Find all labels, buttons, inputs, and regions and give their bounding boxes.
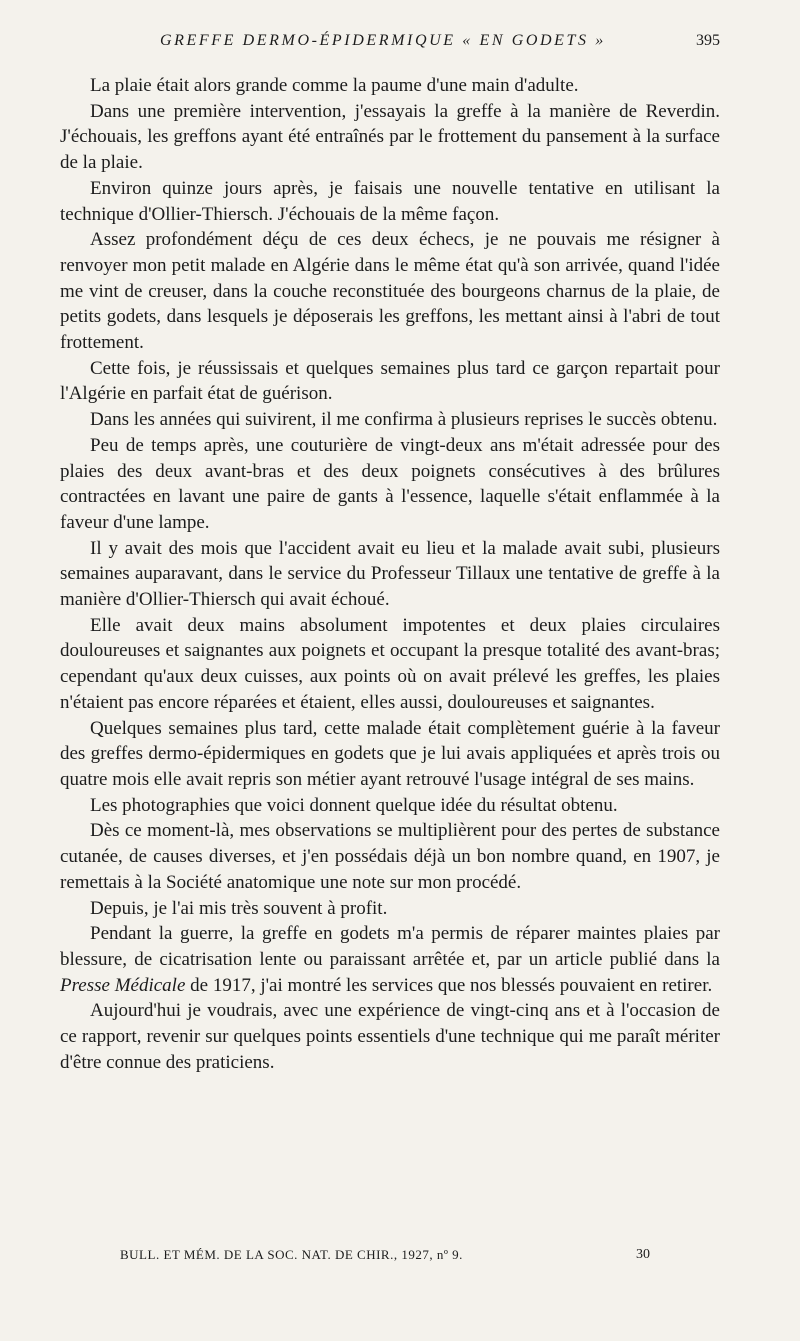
paragraph: Peu de temps après, une couturière de vingt-deux ans m'était adressée pour des plaies des deux avant-bras et des deux poignets consécutives à des brûlures contractées en lavant une paire de gants à l'essence, laquelle s'était enflammée à la faveur d'une lampe. [60, 434, 720, 533]
paragraph: Dès ce moment-là, mes observations se multiplièrent pour des pertes de substance cutanée, de causes diverses, et j'en possédais déjà un bon nombre quand, en 1907, je remettais à la Société anatomique une note sur mon procédé. [60, 820, 720, 893]
paragraph: Cette fois, je réussissais et quelques semaines plus tard ce garçon repartait pour l'Algérie en parfait état de guérison. [60, 357, 720, 405]
paragraph: Elle avait deux mains absolument impotentes et deux plaies circulaires douloureuses et saignantes aux poignets et occupant la presque totalité des avant-bras; cependant qu'aux deux cuisses, aux points où on avait prélevé les greffes, les plaies n'étaient pas encore réparées et étaient, elles aussi, douloureuses et saignantes. [60, 614, 720, 713]
paragraph: Quelques semaines plus tard, cette malade était complètement guérie à la faveur des greffes dermo-épidermiques en godets que je lui avais appliquées et après trois ou quatre mois elle avait repris son métier ayant retrouvé l'usage intégral de ses mains. [60, 717, 720, 790]
war-text-after: de 1917, j'ai montré les services que nos blessés pouvaient en retirer. [185, 974, 713, 996]
body-text [60, 73, 720, 1075]
footer-sheet-number: 30 [636, 1247, 650, 1262]
paragraph-war [60, 921, 720, 998]
paragraph: Depuis, je l'ai mis très souvent à profit. [90, 897, 388, 919]
running-head [60, 32, 720, 54]
paragraph: Dans les années qui suivirent, il me confirma à plusieurs reprises le succès obtenu. [90, 409, 718, 431]
war-text-before: Pendant la guerre, la greffe en godets m'a permis de réparer maintes plaies par blessure, de cicatrisation lente ou paraissant arrêtée et, par un article publié dans la [60, 923, 720, 970]
page-number: 395 [696, 32, 720, 49]
journal-title: Presse Médicale [60, 974, 186, 996]
footer-citation: BULL. ET MÉM. DE LA SOC. NAT. DE CHIR., 1927, nº 9. [120, 1247, 463, 1262]
paragraph: Aujourd'hui je voudrais, avec une expérience de vingt-cinq ans et à l'occasion de ce rapport, revenir sur quelques points essentiels d'une technique qui me paraît mériter d'être connue des praticiens. [60, 1000, 720, 1073]
paragraph: Assez profondément déçu de ces deux échecs, je ne pouvais me résigner à renvoyer mon petit malade en Algérie dans le même état qu'à son arrivée, quand l'idée me vint de creuser, dans la couche reconstituée des bourgeons charnus de la plaie, de petits godets, dans lesquels je déposerais les greffons, les mettant ainsi à l'abri de tout frottement. [60, 229, 720, 354]
page-footer [60, 1247, 720, 1267]
paragraph: Dans une première intervention, j'essayais la greffe à la manière de Reverdin. J'échouais, les greffons ayant été entraînés par le frottement du pansement à la surface de la plaie. [60, 100, 720, 174]
paragraph: Les photographies que voici donnent quelque idée du résultat obtenu. [90, 794, 618, 816]
paragraph: La plaie était alors grande comme la paume d'une main d'adulte. [90, 75, 579, 96]
paragraph: Environ quinze jours après, je faisais une nouvelle tentative en utilisant la technique d'Ollier-Thiersch. J'échouais de la même façon. [60, 177, 720, 225]
running-title: GREFFE DERMO-ÉPIDERMIQUE « EN GODETS » [160, 32, 606, 49]
paragraph: Il y avait des mois que l'accident avait eu lieu et la malade avait subi, plusieurs semaines auparavant, dans le service du Professeur Tillaux une tentative de greffe à la manière d'Ollier-Thiersch qui avait échoué. [60, 537, 720, 611]
